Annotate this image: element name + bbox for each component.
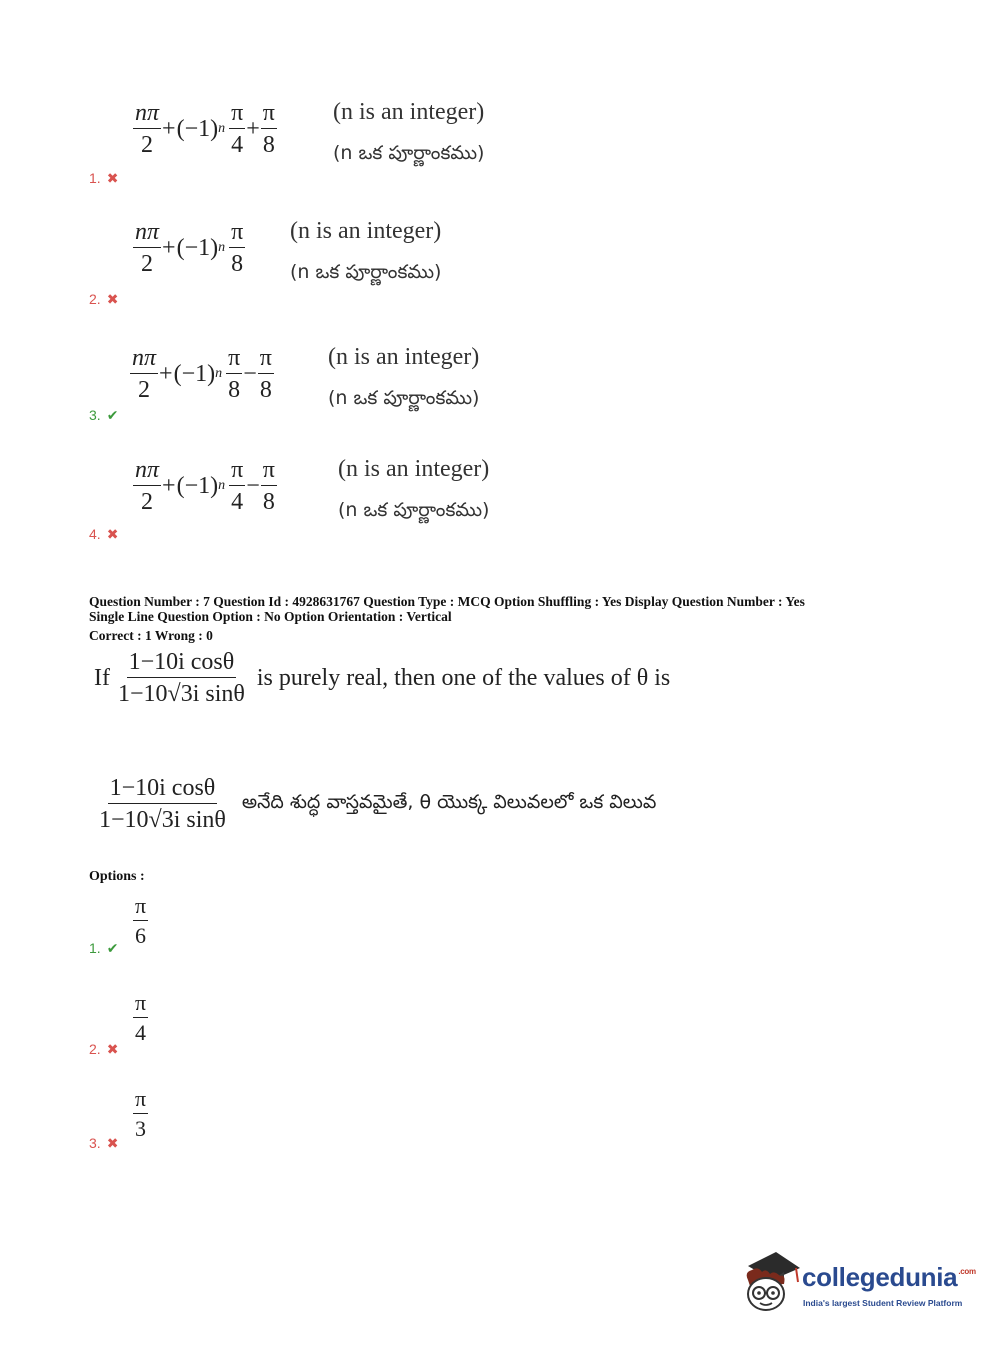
question-fraction-denominator: 1−10√3i sinθ xyxy=(117,681,245,707)
wrong-mark-icon: ✖ xyxy=(106,526,119,542)
question-fraction-numerator: 1−10i cosθ xyxy=(127,650,237,678)
prev-option-1-number: 1. ✖ xyxy=(89,170,119,186)
brand-domain: .com xyxy=(958,1267,976,1276)
prev-option-1-note-te: (n ఒక పూర్ణాంకము) xyxy=(333,142,485,164)
prev-option-2-note-te: (n ఒక పూర్ణాంకము) xyxy=(290,261,442,283)
prev-option-4-note-en: (n is an integer) xyxy=(338,456,490,482)
option-2-value: $\frac{\pi}{4}$ xyxy=(135,990,147,1045)
brand-tagline: India's largest Student Review Platform xyxy=(803,1298,963,1308)
option-1-number: 1. ✔ xyxy=(89,940,119,956)
correct-mark-icon: ✔ xyxy=(106,940,119,956)
question-suffix: is purely real, then one of the values of θ is xyxy=(256,664,671,691)
prev-option-2-note-en: (n is an integer) xyxy=(290,218,442,244)
prev-option-4-note-te: (n ఒక పూర్ణాంకము) xyxy=(338,499,490,521)
prev-option-1-expression: $\frac{n\pi}{2}$ + (−1) n $\frac{\pi}{4}$ + $\frac{\pi}{8}$ xyxy=(135,100,275,158)
question-te-fraction-denominator: 1−10√3i sinθ xyxy=(99,807,226,833)
question-meta-line-1: Question Number : 7 Question Id : 4928631767 Question Type : MCQ Option Shuffling : Yes Display Question Number : Yes xyxy=(89,594,805,609)
prev-option-4-number: 4. ✖ xyxy=(89,526,119,542)
prev-option-3-note-te: (n ఒక పూర్ణాంకము) xyxy=(328,387,480,409)
option-3-value: $\frac{\pi}{3}$ xyxy=(135,1086,147,1141)
prev-option-4-expression: $\frac{n\pi}{2}$ + (−1) n $\frac{\pi}{4}$ − $\frac{\pi}{8}$ xyxy=(135,457,275,515)
correct-mark-icon: ✔ xyxy=(106,407,119,423)
prev-option-2-expression: $\frac{n\pi}{2}$ + (−1) n $\frac{\pi}{8}$ xyxy=(135,219,244,277)
question-prefix: If xyxy=(94,664,110,691)
brand-name: collegedunia$^{.com}$ xyxy=(802,1262,976,1292)
question-te-fraction-numerator: 1−10i cosθ xyxy=(108,776,218,804)
question-text-te xyxy=(97,775,656,832)
wrong-mark-icon: ✖ xyxy=(106,291,119,307)
option-3-number: 3. ✖ xyxy=(89,1135,119,1151)
prev-option-3-expression: $\frac{n\pi}{2}$ + (−1) n $\frac{\pi}{8}$ − $\frac{\pi}{8}$ xyxy=(132,345,272,403)
options-label: Options : xyxy=(89,869,145,884)
option-2-number: 2. ✖ xyxy=(89,1041,119,1057)
option-1-value: $\frac{\pi}{6}$ xyxy=(135,893,147,948)
mascot-icon xyxy=(740,1248,802,1318)
question-te-suffix: అనేది శుద్ధ వాస్తవమైతే, θ యొక్క విలువలలో ఒక విలువ xyxy=(241,790,657,813)
wrong-mark-icon: ✖ xyxy=(106,1041,119,1057)
wrong-mark-icon: ✖ xyxy=(106,1135,119,1151)
collegedunia-logo xyxy=(740,1248,976,1320)
prev-option-3-note-en: (n is an integer) xyxy=(328,344,480,370)
question-text-en xyxy=(94,650,670,706)
question-meta-line-3: Correct : 1 Wrong : 0 xyxy=(89,628,213,643)
prev-option-3-number: 3. ✔ xyxy=(89,407,119,423)
prev-option-1-note-en: (n is an integer) xyxy=(333,99,485,125)
question-meta-line-2: Single Line Question Option : No Option Orientation : Vertical xyxy=(89,609,452,624)
wrong-mark-icon: ✖ xyxy=(106,170,119,186)
prev-option-2-number: 2. ✖ xyxy=(89,291,119,307)
